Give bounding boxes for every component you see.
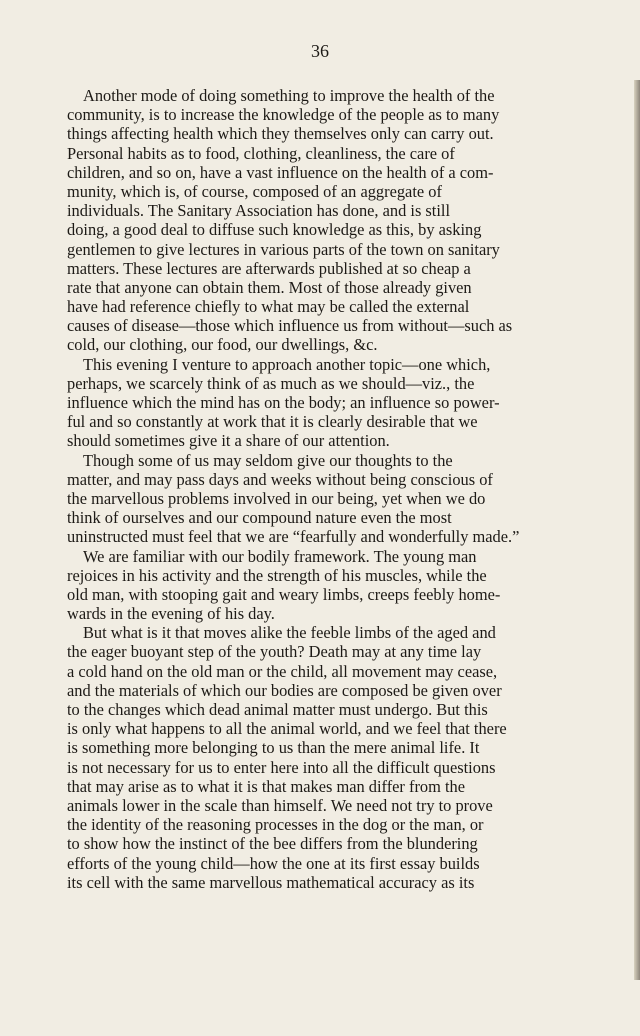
text-line: doing, a good deal to diffuse such knowledge as this, by asking [67,220,482,240]
text-line: efforts of the young child—how the one at its first essay builds [67,853,480,873]
text-line: matter, and may pass days and weeks without being conscious of [67,469,493,489]
text-line: We are familiar with our bodily framework. The young man [83,546,477,566]
text-line: But what is it that moves alike the feeble limbs of the aged and [83,623,496,643]
text-line: think of ourselves and our compound nature even the most [67,508,452,528]
text-line: things affecting health which they themselves only can carry out. [67,124,494,144]
text-line: individuals. The Sanitary Association has done, and is still [67,201,451,221]
text-line: that may arise as to what it is that makes man differ from the [67,776,465,796]
page-number: 36 [311,41,329,61]
text-line: and the materials of which our bodies are composed be given over [67,680,502,700]
text-line: rejoices in his activity and the strength of his muscles, while the [67,565,487,585]
text-line: is something more belonging to us than the mere animal life. It [67,738,480,758]
text-line: to show how the instinct of the bee differs from the blundering [67,834,478,854]
text-line: its cell with the same marvellous mathematical accuracy as its [67,872,475,892]
text-line: wards in the evening of his day. [67,604,275,624]
text-line: munity, which is, of course, composed of an aggregate of [67,181,442,201]
text-line: causes of disease—those which influence us from without—such as [67,316,513,336]
text-line: Another mode of doing something to improve the health of the [83,86,495,105]
text-line: the eager buoyant step of the youth? Death may at any time lay [67,642,482,662]
text-line: have had reference chiefly to what may be called the external [67,297,470,317]
text-line: community, is to increase the knowledge of the people as to many [67,105,500,125]
text-line: ful and so constantly at work that it is clearly desirable that we [67,412,478,432]
text-line: perhaps, we scarcely think of as much as we should—viz., the [67,373,475,393]
text-line: to the changes which dead animal matter must undergo. But this [67,700,488,719]
text-line: children, and so on, have a vast influence on the health of a com- [67,162,494,182]
text-line: the marvellous problems involved in our being, yet when we do [67,488,486,508]
text-line: old man, with stooping gait and weary limbs, creeps feebly home- [67,584,501,604]
book-spine-edge [634,80,640,980]
text-line: a cold hand on the old man or the child, all movement may cease, [67,661,498,681]
text-line: Personal habits as to food, clothing, cleanliness, the care of [67,143,455,163]
text-line: matters. These lectures are afterwards published at so cheap a [67,258,471,278]
text-line: the identity of the reasoning processes in the dog or the man, or [67,815,484,835]
text-line: rate that anyone can obtain them. Most of those already given [67,277,472,297]
text-line: cold, our clothing, our food, our dwellings, &c. [67,335,378,355]
text-line: should sometimes give it a share of our attention. [67,431,390,451]
text-line: is not necessary for us to enter here into all the difficult questions [67,757,496,777]
text-line: is only what happens to all the animal world, and we feel that there [67,719,507,739]
text-line: gentlemen to give lectures in various parts of the town on sanitary [67,239,500,259]
body-text [67,86,628,892]
text-line: uninstructed must feel that we are “fearfully and wonderfully made.” [67,527,520,547]
text-line: This evening I venture to approach another topic—one which, [83,354,491,374]
text-line: influence which the mind has on the body; an influence so power- [67,393,500,412]
text-line: animals lower in the scale than himself. We need not try to prove [67,795,493,815]
text-line: Though some of us may seldom give our thoughts to the [83,450,453,470]
